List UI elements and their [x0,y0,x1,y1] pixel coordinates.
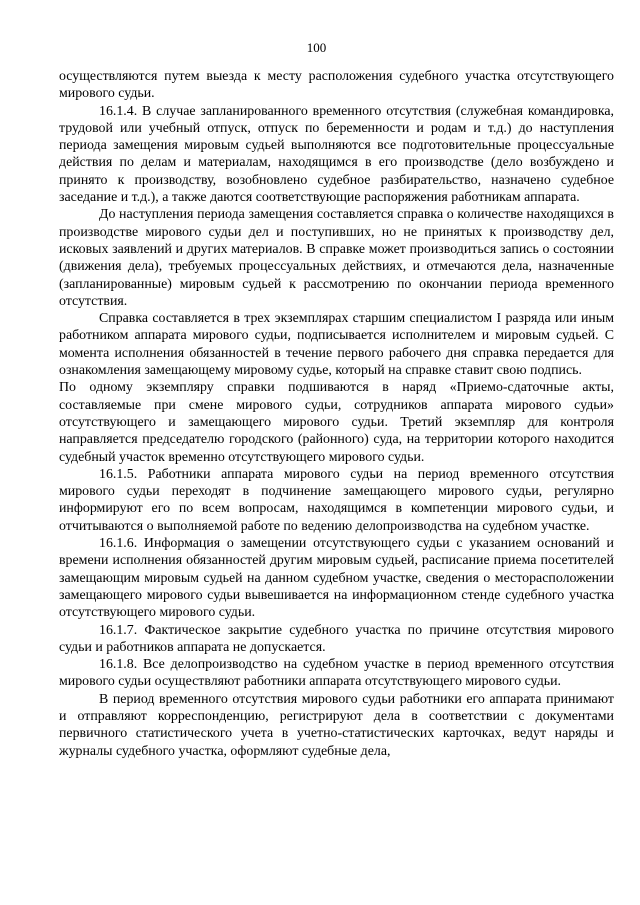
paragraph-reference-distribution: По одному экземпляру справки подшиваются в наряд «Приемо-сдаточные акты, составляемые при смене мирового судьи, сотрудников аппарата мирового судьи» отсутствующего и замещающего мирового судьи. Третий экземпляр для контроля направляется председателю городского (районного) суда, на территории которого находится судебный участок временно отсутствующего мирового судьи. [59,380,614,465]
paragraph-reference-copies: Справка составляется в трех экземплярах старшим специалистом I разряда или иным работником аппарата мирового судьи, подписывается исполнителем и мировым судьей. С момента исполнения обязанностей в течение первого рабочего дня справка передается для ознакомления замещающему мировому судье, который на справке ставит свою подпись. [59,311,614,379]
paragraph-16-1-6: 16.1.6. Информация о замещении отсутствующего судьи с указанием оснований и времени исполнения обязанностей другим мировым судьей, расписание приема посетителей замещающим мировым судьей на данном судебном участке, сведения о месторасположении замещающего мирового судьи вывешивается на информационном стенде судебного участка отсутствующего мирового судьи. [59,536,614,621]
paragraph-staff-duties: В период временного отсутствия мирового судьи работники его аппарата принимают и отправляют корреспонденцию, регистрируют дела в соответствии с документами первичного статистического учета в учетно-статистических карточках, ведут наряды и журналы судебного участка, оформляют судебные дела, [59,691,614,759]
paragraph-16-1-8: 16.1.8. Все делопроизводство на судебном участке в период временного отсутствия мирового судьи осуществляют работники аппарата отсутствующего мирового судьи. [59,657,614,690]
paragraph-continuation: осуществляются путем выезда к месту расположения судебного участка отсутствующего мирового судьи. [59,69,614,102]
page-number: 100 [306,40,327,55]
paragraph-16-1-4: 16.1.4. В случае запланированного временного отсутствия (служебная командировка, трудовой или учебный отпуск, отпуск по беременности и родам и т.д.) до наступления периода замещения мировым судьей выполняются все подготовительные процессуальные действия по делам и материалам, находящимся в его производстве (дело возбуждено и принято к производству, возобновлено судебное разбирательство, назначено судебное заседание и т.д.), а также даются соответствующие распоряжения работникам аппарата. [59,103,614,206]
paragraph-16-1-5: 16.1.5. Работники аппарата мирового судьи на период временного отсутствия мирового судьи переходят в подчинение замещающего мирового судьи, регулярно информируют его по всем вопросам, находящимся в компетенции мирового судьи, и отчитываются о выполняемой работе по ведению делопроизводства на судебном участке. [59,466,614,534]
paragraph-reference-preparation: До наступления периода замещения составляется справка о количестве находящихся в производстве мирового судьи дел и поступивших, но не принятых к производству дел, исковых заявлений и других материалов. В справке может производиться запись о состоянии (движения дела), требуемых процессуальных действиях, и отмечаются дела, назначенные (запланированные) мировым судьей к рассмотрению по окончании периода временного отсутствия. [59,207,614,309]
document-body [59,68,614,760]
paragraph-16-1-7: 16.1.7. Фактическое закрытие судебного участка по причине отсутствия мирового судьи и работников аппарата не допускается. [59,622,614,655]
